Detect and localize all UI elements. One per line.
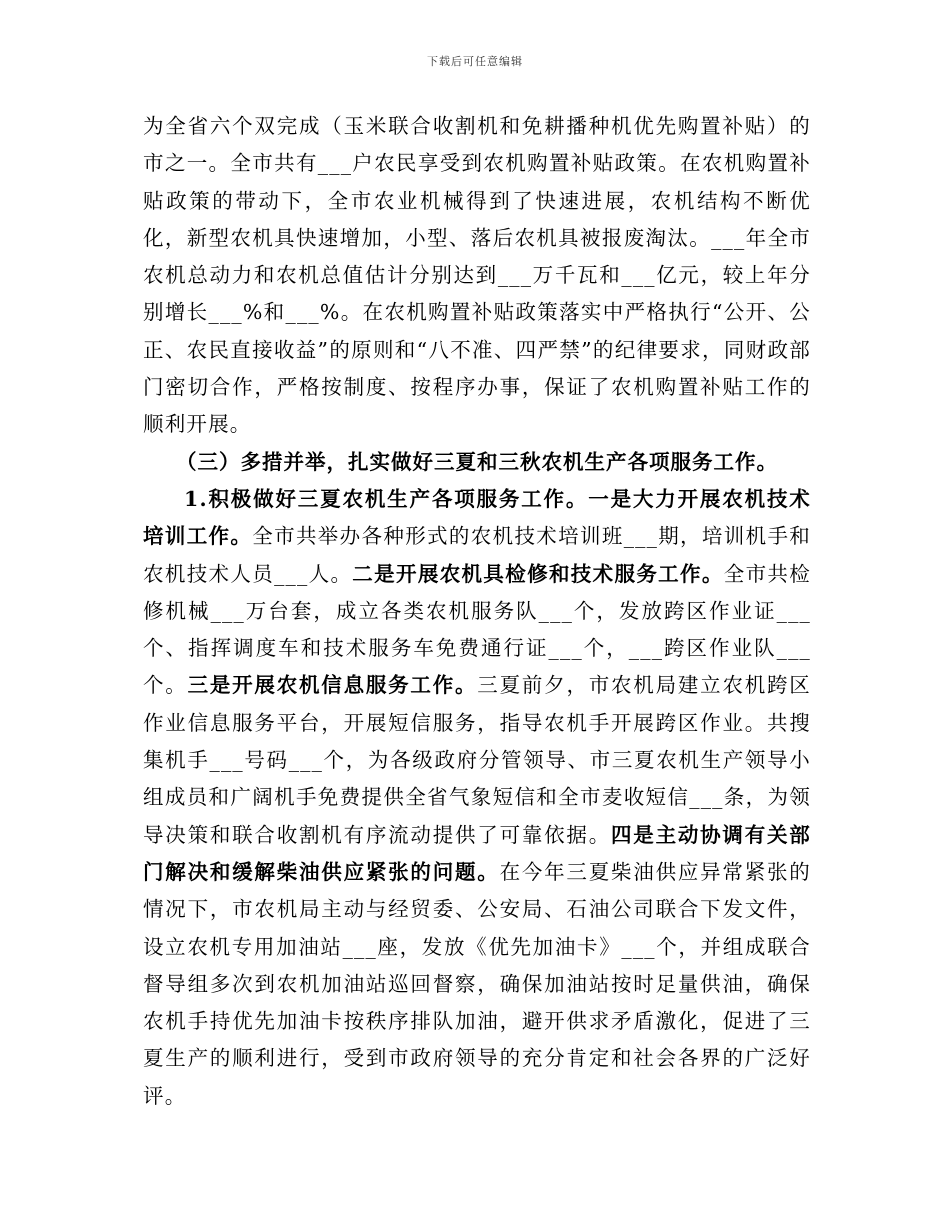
- point1-title: 一是大力开展农机技术培训工作。: [143, 486, 811, 549]
- item1-paragraph: [143, 481, 811, 1115]
- intro-paragraph: 为全省六个双完成（玉米联合收割机和免耕播种机优先购置补贴）的市之一。全市共有___户农民享受到农机购置补贴政策。在农机购置补贴政策的带动下，全市农业机械得到了快速进展，农机结构不断优化，新型农机具快速增加，小型、落后农机具被报废淘汰。___年全市农机总动力和农机总值估计分别达到___万千瓦和___亿元，较上年分别增长___%和___%。在农机购置补贴政策落实中严格执行“公开、公正、农民直接收益”的原则和“八不准、四严禁”的纪律要求，同财政部门密切合作，严格按制度、按程序办事，保证了农机购置补贴工作的顺利开展。: [143, 114, 811, 437]
- point3-title: 三是开展农机信息服务工作。: [187, 673, 478, 698]
- section-heading: （三）多措并举，扎实做好三夏和三秋农机生产各项服务工作。: [176, 449, 778, 474]
- point2-text: 全市共检修机械___万台套，成立各类农机服务队___个，发放跨区作业证___个、指挥调度车和技术服务车免费通行证___个，___跨区作业队___个。: [143, 561, 811, 698]
- point2-title: 二是开展农机具检修和技术服务工作。: [352, 561, 724, 586]
- point4-text: 在今年三夏柴油供应异常紧张的情况下，市农机局主动与经贸委、公安局、石油公司联合下发文件，设立农机专用加油站___座，发放《优先加油卡》___个，并组成联合督导组多次到农机加油站巡回督察，确保加油站按时足量供油，确保农机手持优先加油卡按秩序排队加油，避开供求矛盾激化，促进了三夏生产的顺利进行，受到市政府领导的充分肯定和社会各界的广泛好评。: [143, 859, 811, 1108]
- item1-title: 1.积极做好三夏农机生产各项服务工作。: [184, 486, 589, 511]
- point3-text: 三夏前夕，市农机局建立农机跨区作业信息服务平台，开展短信服务，指导农机手开展跨区作业。共搜集机手___号码___个，为各级政府分管领导、市三夏农机生产领导小组成员和广阔机手免费提供全省气象短信和全市麦收短信___条，为领导决策和联合收割机有序流动提供了可靠依据。: [143, 673, 811, 847]
- point1-text: 全市共举办各种形式的农机技术培训班___期，培训机手和农机技术人员___人。: [143, 524, 811, 586]
- point4-title: 四是主动协调有关部门解决和缓解柴油供应紧张的问题。: [143, 822, 811, 884]
- document-body: [143, 108, 811, 1115]
- page-header-note: 下载后可任意编辑: [427, 55, 523, 68]
